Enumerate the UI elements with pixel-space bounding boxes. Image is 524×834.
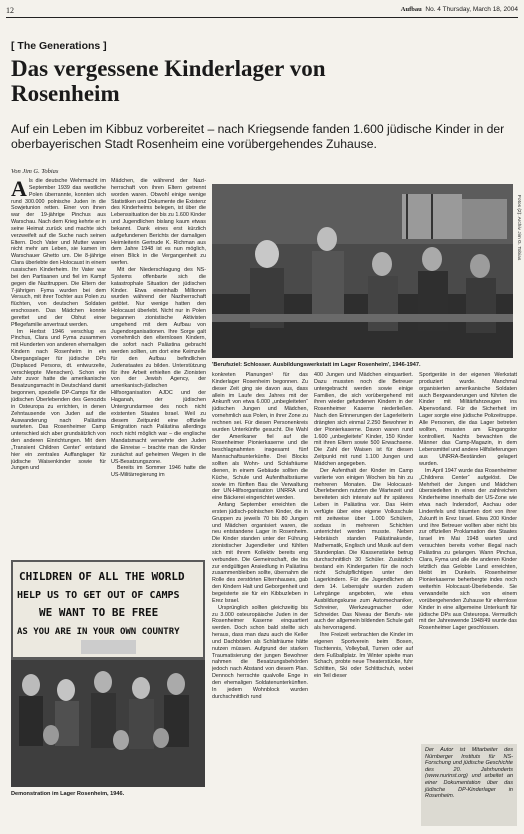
col2-paragraph-3: Bereits im Sommer 1946 hatte die US-Militärregierung im [111, 465, 206, 479]
photo-credit: Fotos (2): Archiv Jim G. Tobias [516, 195, 521, 261]
col2-paragraph-2: Mit der Niederschlagung des NS-Systems offenbarte sich die katastrophale Situation der jüdischen Kinder. Etwa eineinhalb Millionen wurden während der Naziherrschaft getötet. Nur wenige hatten den Holocaust überlebt. Nicht nur in Polen begannen zionistische Aktivisten umgehend mit dem Aufbau von Jugendorganisationen. Ihre Sorge galt vornehmlich den elternlosen Kindern, die sofort nach Palästina gebracht werden sollten, um dort eine Keimzelle für den Aufbau befindlichen Judenstaates zu bilden. Unterstützung für ihre Arbeit erhielten die Zionisten von der Jewish Agency, der amerikanisch-jüdischen Hilfsorganisation AJDC und der Haganah, der jüdischen Untergrundarmee des noch nicht existenten Staates Israel. Weil zu diesem Zeitpunkt eine offizielle Emigration nach Palästina allerdings noch nicht möglich war – die englische Mandatsmacht verwehrte den Juden die Einreise – brachte man die Kinder zunächst auf geheimen Wegen in die US-Besatzungszone. [111, 266, 206, 465]
banner-line-4: AS YOU ARE IN YOUR OWN COUNTRY [17, 627, 180, 637]
article-column-1 [11, 178, 106, 556]
issue-details: No. 4 Thursday, March 18, 2004 [425, 6, 518, 13]
col1-paragraph-2: Im Herbst 1946 verschlug es Pinchus, Clara und Fyma zusammen mit Hunderten von anderen ehemaligen Kindern nach Rosenheim in ein Übergangslager für jüdische DPs (Displaced Persons, dt. entwurzelte, verschleppte Menschen). Schon ein Jahr zuvor hatte die amerikanische Besatzungsmacht in Deutschland damit begonnen, spezielle DP-Camps für die jüdischen Überlebenden des Genozids in Osteuropa zu errichten, in denen Zehntausende von Juden auf die Auswanderung nach Palästina warteten. Das Rosenheimer Camp unterschied sich aber grundsätzlich von den anderen Einrichtungen. Mit dem „Transient Children Center“ entstand hier ein zentrales Auffanglager für jüdische Waisenkinder sowie für Jungen und [11, 328, 106, 472]
col4-paragraph-3: Ihre Freizeit verbrachten die Kinder im eigenen Sportverein beim Boxen, Tischtennis, Volleyball, Turnen oder auf dem Fußballplatz. Im Winter spielte man Schach, probte neue Theaterstücke, fuhr Schlitten, Ski oder Schlittschuh, wobei ein Teil dieser [314, 632, 413, 680]
col1-paragraph-1: ls die deutsche Wehrmacht im September 1939 das westliche Polen überrannte, konnten sich rund 300.000 polnische Juden in die Sowjetunion retten. Einer von ihnen war der 19-jährige Pinchus aus Warschau. Nach dem Krieg kehrte er in seine Heimat zurück und machte sich verzweifelt auf die Suche nach seinen Eltern. Doch Vater und Mutter waren nicht mehr am Leben, sie kamen im Warschauer Ghetto um. Die 8-jährige Clara überlebte den Holocaust in einem russischen Kinderheim. Ihr Vater war bei den Partisanen und fiel im Kampf gegen die Nazitruppen. Die Eltern der 7-jährigen Fyma wurden bei dem Versuch, mit ihrer Tochter aus Polen zu flüchten, von deutschen Soldaten erschossen. Das Mädchen konnte gerettet und der Obhut einer Pflegefamilie anvertraut werden. [11, 178, 106, 328]
byline: Von Jim G. Tobias [11, 168, 59, 175]
photo-workshop-caption: 'Berufsziel: Schlosser. Ausbildungswerkstatt im Lager Rosenheim', 1946-1947. [212, 362, 421, 368]
col3-paragraph-3: Ursprünglich sollten gleichzeitig bis zu 3.000 osteuropäische Juden in der Rosenheimer Kaserne einquartiert werden. Doch schon bald stellte sich heraus, dass man dazu auch die Keller und Dachböden als Schlafräume hätte nutzen müssen. Aufgrund der starken Traumatisierung der jungen Bewohner nahmen die Besatzungsbehörden jedoch nach Abstand von diesem Plan. Dennoch herrschte qualvolle Enge in den ehemaligen Soldatenunterkünften. In jedem Wohnblock wurden durchschnittlich rund [212, 604, 308, 700]
photo-demonstration-caption: Demonstration im Lager Rosenheim, 1946. [11, 791, 125, 797]
issue-info [401, 6, 518, 13]
col5-paragraph-2: Im April 1947 wurde das Rosenheimer „Childrens Center“ aufgelöst. Die Mehrheit der Jungen und Mädchen übersiedelten in eines der zahlreichen Kinderheime innerhalb der US-Zone wie etwa nach Indersdorf, Aschau oder Lindenfels und träumten dort von ihrer Zukunft in Erez Israel. Etwa 200 Kinder und ihre Betreuer wollten aber nicht bis zur offiziellen Proklamation des Staates Israel im Mai 1948 warten und versuchten bereits vorher illegal nach Palästina zu gelangen. Wann Pinchus, Clara, Fyma und alle die anderen Kinder letztlich das Gelobte Land erreichten, bleibt im Dunkeln. Rosenheimer Pionierkaserne beherbergte indes noch weiterhin Holocaust-Überlebende. Sie verwandelte sich von einem vorübergehenden Zuhause für elternlose Kinder in eine allgemeine Unterkunft für jüdische DPs aus Osteuropa. Vermutlich mit der Jahreswende 1948/49 wurde das Rosenheimer Lager geschlossen. [419, 467, 517, 632]
banner-line-2: HELP US TO GET OUT OF CAMPS [17, 590, 180, 601]
section-label: [ The Generations ] [11, 40, 107, 52]
page-header [6, 4, 518, 18]
subheadline: Auf ein Leben im Kibbuz vorbereitet – nach Kriegsende fanden 1.600 jüdische Kinder in der oberbayerischen Stadt Rosenheim eine vorübergehendes Zuhause. [11, 122, 505, 151]
page-number: 12 [6, 6, 14, 15]
author-info-box: Der Autor ist Mitarbeiter des Nürnberger Instituts für NS-Forschung und jüdische Geschichte des 20. Jahrhunderts (www.nurinst.org) und arbeitet an einer Dokumentation über das jüdische DP-Kinderlager in Rosenheim. [421, 744, 517, 826]
banner-line-3: WE WANT TO BE FREE [39, 606, 159, 619]
article-column-5 [419, 372, 517, 740]
drop-cap: A [11, 178, 27, 201]
header-rule [6, 17, 518, 18]
headline: Das vergessene Kinderlager von Rosenheim [11, 56, 326, 106]
article-column-3 [212, 372, 308, 820]
col4-paragraph-2: Der Aufenthalt der Kinder im Camp variierte von einigen Wochen bis hin zu mehreren Monaten. Die Holocaust-Überlebenden nutzten die Wartezeit und bereiteten sich intensiv auf ihr späteres Leben in Palästina vor. Das Heim verfügte über eine eigene Volksschule mit zeitweise über 1.000 Schülern, sodass in mehreren Schichten unterrichtet werden musste. Neben Hebräisch standen Palästinakunde, Mathematik, Englisch und Musik auf dem Stundenplan. Die Klassenstärke betrug durchschnittlich 30 Schüler. Zusätzlich bestand ein Kindergarten für die noch nicht Schulpflichtigen unter den Lagerkindern. Für die Jugendlichen ab dem 14. Lebensjahr wurden zudem Lehrgänge angeboten, wie etwa Ausbildungskurse zum Automechaniker, Schreiner, Werkzeugmacher oder Schneider. Das Niveau der Berufs- wie auch der allgemein bildenden Schule galt als hervorragend. [314, 467, 413, 632]
article-column-4 [314, 372, 413, 820]
photo-workshop [212, 184, 513, 358]
publication-name: Aufbau [400, 6, 422, 13]
col4-paragraph-1: 400 Jungen und Mädchen einquartiert. Dazu mussten noch die Betreuer untergebracht werden sowie einige Familien, die sich vorübergehend mit ihren wieder gefundenen Kindern in der Rosenheimer Kaserne niederließen. Nach den Erinnerungen der Lagerleiterin drängten sich einmal 2.250 Bewohner in der Pionierkaserne. Davon waren rund 1.600 „unbegleitete“ Kinder, 150 Kinder mit ihren Eltern sowie 500 Erwachsene. Die Zahl der Waisen ist für diesen Zeitpunkt mit rund 1.100 Jungen und Mädchen angegeben. [314, 372, 413, 467]
col3-paragraph-1: konkreten Planungen¹ für das Kinderlager Rosenheim begonnen. Zu dieser Zeit ging sie davon aus, dass allein im Laufe des Jahres mit der Ankunft von etwa 6.000 „unbegleiteten“ jüdischen Jungen und Mädchen, vornehmlich aus Polen, in ihrer Zone zu rechnen sei. Für diesen Personenkreis wurden Unterkünfte gesucht. Die Wahl der Amerikaner fiel auf die Rosenheimer Pionierkaserne und die beschlagnahmten insgesamt fünf Mannschaftsunterkünfte. Drei Blocks sollten als Wohn- und Schlafräume dienen, in einem Gebäude sollten die Küche, Schule und Aufenthaltsräume sowie im fünften Bau die Verwaltung der UN-Hilfsorganisation UNRRA und eine Bäckerei eingerichtet werden. [212, 372, 308, 502]
photo-demonstration [11, 560, 205, 787]
col5-paragraph-1: Sportgeräte in der eigenen Werkstatt produziert wurde. Manchmal organisierten amerikanische Soldaten auch Bergwanderungen und führten die Kinder mit Militärfahrzeugen ins Alpenvorland. Für die Sicherheit im Lager sorgte eine jüdische Polizeitruppe. Alle Personen, die das Lager betreten wollten, mussten am Eingangstor kontrolliert. Nachts bewachten die Männer das Camp-Magazin, in dem Lebensmittel und andere Hilfslieferungen aus UNRRA-Beständen gelagert wurden. [419, 372, 517, 467]
col2-paragraph-1: Mädchen, die während der Naziherrschaft von ihren Eltern getrennt worden waren. Obwohl einige wenige Statistiken und Dokumente die Existenz des Kinderheims belegen, ist über die Lebenssituation der bis zu 1.600 Kinder und Jugendlichen bislang kaum etwas bekannt. Dank eines erst kürzlich aufgefundenen Berichts der damaligen Heimleiterin Gertrude K. Richman aus dem Jahre 1948 ist es nun möglich, einen Blick in die Vergangenheit zu werfen. [111, 178, 206, 267]
article-column-2 [111, 178, 206, 556]
col3-paragraph-2: Anfang September erreichten die ersten jüdisch-polnischen Kinder, die in Gruppen zu jeweils 70 bis 80 Jungen und Mädchen organisiert waren, die neu entstandene Lager in Rosenheim. Die Kinder standen unter der Führung zionistischer Jugendleiter und fühlten sich mit ihrem Kollektiv bereits eng verbunden. Die Gemeinschaft, die bis zur endgültigen Ansiedlung in Palästina zusammenbleiben sollte, übernahm die Rolle des zerstörten Elternhauses, gab den Kindern Halt und Geborgenheit und begeisterte sie für ein Kibbuzleben in Erez Israel. [212, 502, 308, 604]
banner-line-1: CHILDREN OF ALL THE WORLD [19, 570, 185, 583]
